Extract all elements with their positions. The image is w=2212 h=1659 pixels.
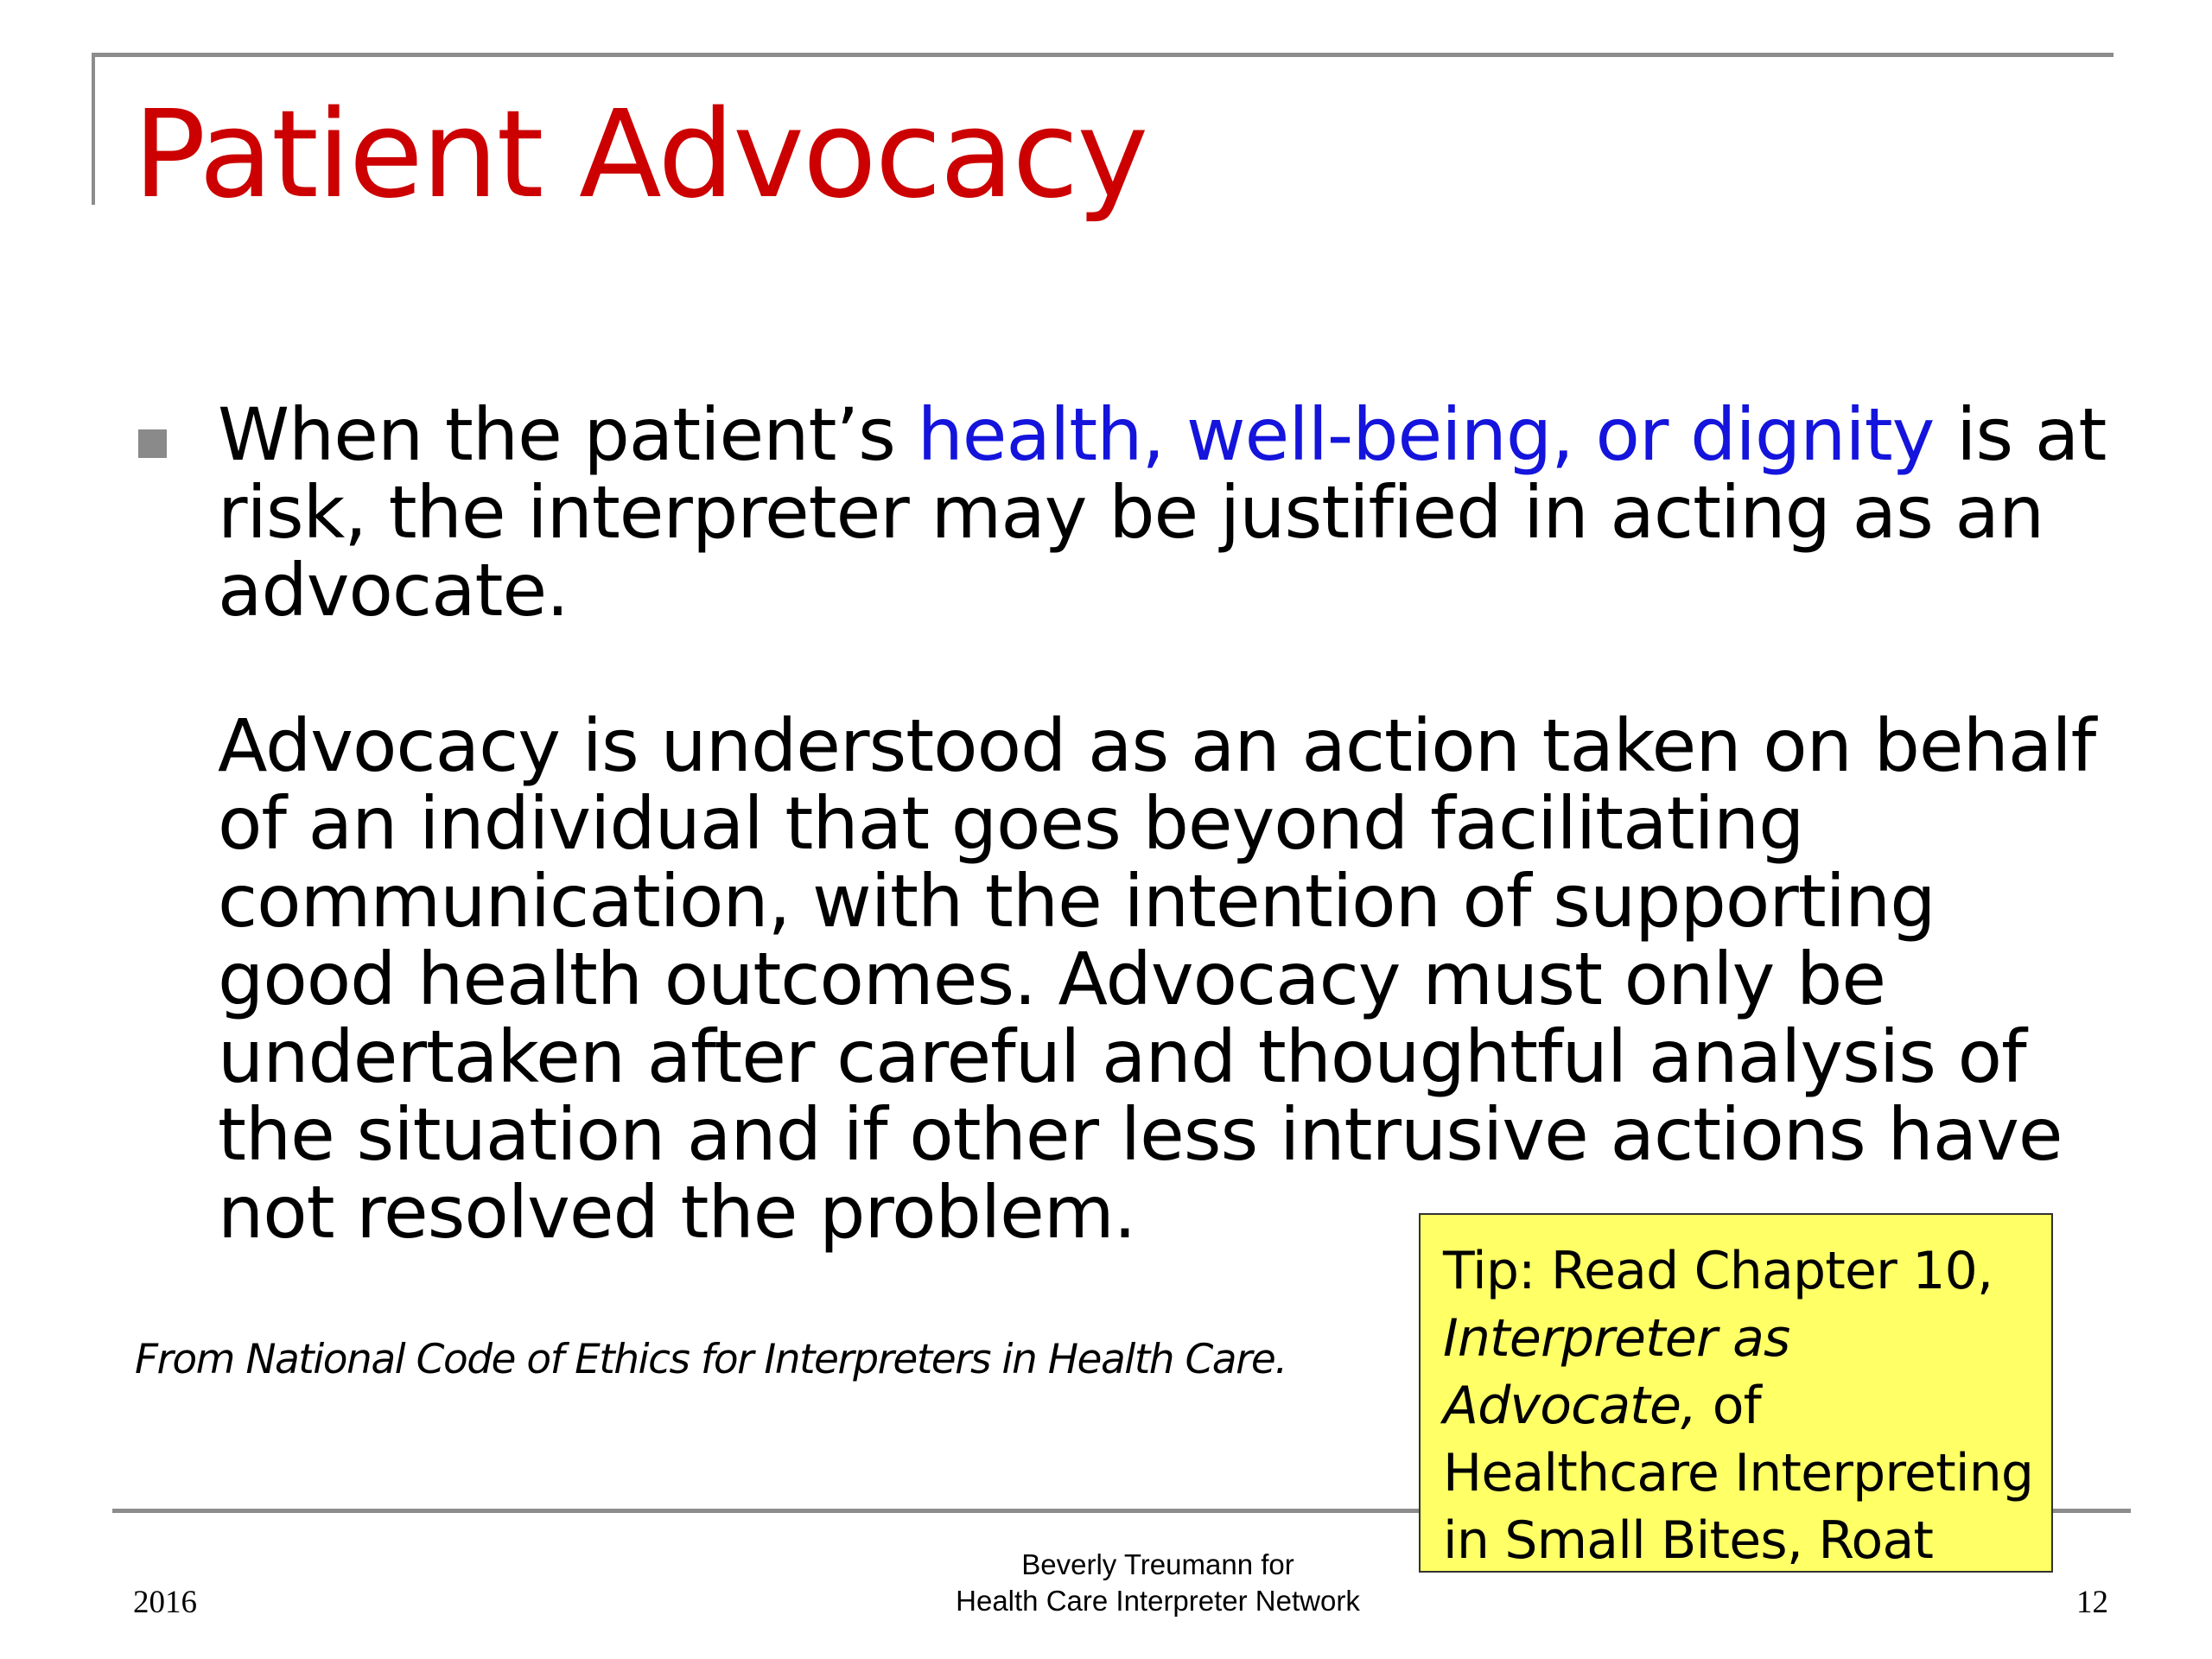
tip-line-4: Healthcare Interpreting: [1443, 1443, 2034, 1503]
footer-year: 2016: [133, 1585, 197, 1620]
top-rule: [92, 53, 2113, 57]
bullet-text: [218, 392, 2119, 1255]
bullet-paragraph-1: [218, 392, 2119, 632]
tip-line-3-rest: of: [1696, 1376, 1761, 1436]
tip-line-3-italic: Advocate,: [1443, 1376, 1697, 1436]
footer-credit: [899, 1547, 1417, 1619]
top-left-rule: [92, 53, 95, 205]
bullet-paragraph-2: Advocacy is understood as an action taken on behalf of an individual that goes beyond facilitating communication, with the intention of supporting good health outcomes. Advocacy must only be undertaken after careful and thoughtful analysis of the situation and if other less intrusive actions have not resolved the problem.: [218, 703, 2096, 1255]
tip-callout-box: [1419, 1213, 2053, 1573]
footer-credit-line-1: Beverly Treumann for: [1021, 1548, 1294, 1580]
square-bullet-icon: [138, 429, 167, 458]
page-number: 12: [2076, 1585, 2108, 1620]
source-citation: From National Code of Ethics for Interpreters in Health Care.: [135, 1336, 1287, 1383]
tip-line-1: Tip: Read Chapter 10,: [1443, 1241, 1993, 1301]
para1-end: is at risk, the interpreter may be justified in acting as an advocate.: [218, 392, 2107, 632]
highlight-text: health, well-being, or dignity: [917, 392, 1935, 477]
para1-start: When the patient’s: [218, 392, 918, 477]
tip-line-3: [1443, 1372, 2029, 1440]
footer-credit-line-2: Health Care Interpreter Network: [956, 1585, 1360, 1617]
slide-title: Patient Advocacy: [133, 85, 1147, 226]
tip-line-2: Interpreter as: [1443, 1308, 1790, 1369]
tip-line-5: in Small Bites, Roat: [1443, 1510, 1934, 1571]
